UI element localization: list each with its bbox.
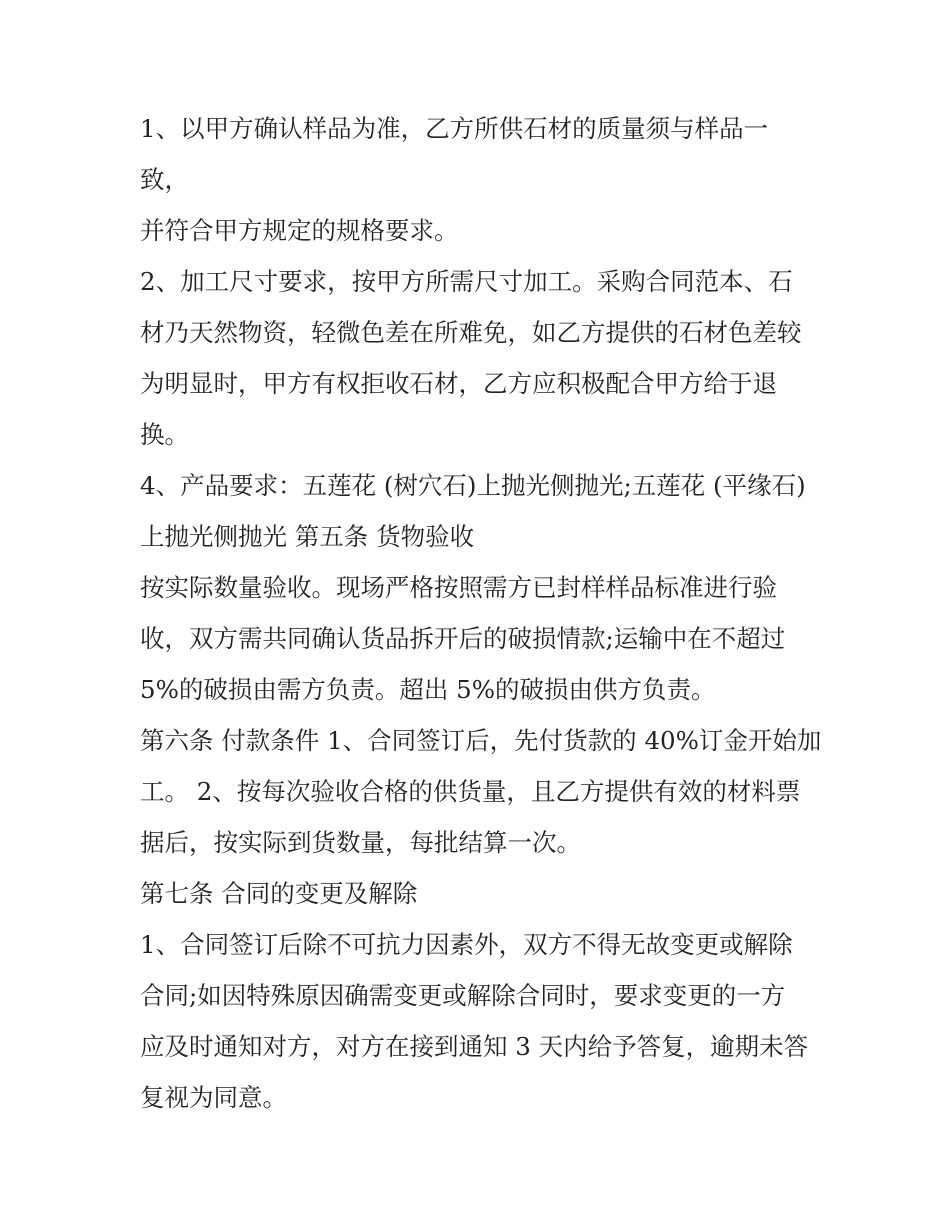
text-line: 4、产品要求：五莲花 (树穴石)上抛光侧抛光;五莲花 (平缘石) [140,471,806,500]
text-line: 2、加工尺寸要求，按甲方所需尺寸加工。采购合同范本、石 [140,267,793,296]
text-line: 第六条 付款条件 1、合同签订后，先付货款的 40%订金开始加 [140,726,822,755]
text-line: 为明显时，甲方有权拒收石材，乙方应积极配合甲方给于退 [140,369,777,398]
text-line: 应及时通知对方，对方在接到通知 3 天内给予答复，逾期未答 [140,1032,809,1061]
text-line: 1、以甲方确认样品为准，乙方所供石材的质量须与样品一 [140,114,769,143]
text-line: 上抛光侧抛光 第五条 货物验收 [140,522,475,551]
text-line: 1、合同签订后除不可抗力因素外，双方不得无故变更或解除 [140,930,793,959]
text-line: 按实际数量验收。现场严格按照需方已封样样品标准进行验 [140,573,777,602]
text-line: 合同;如因特殊原因确需变更或解除合同时，要求变更的一方 [140,981,786,1010]
text-line: 致， [140,165,189,194]
text-line: 5%的破损由需方负责。超出 5%的破损由供方负责。 [140,675,716,704]
text-line: 工。 2、按每次验收合格的供货量，且乙方提供有效的材料票 [140,777,801,806]
document-body [140,103,820,1123]
text-line: 据后，按实际到货数量，每批结算一次。 [140,828,581,857]
text-line: 换。 [140,420,189,449]
text-line: 材乃天然物资，轻微色差在所难免，如乙方提供的石材色差较 [140,318,802,347]
text-line: 并符合甲方规定的规格要求。 [140,216,459,245]
text-line: 收，双方需共同确认货品拆开后的破损情款;运输中在不超过 [140,624,786,653]
text-line: 第七条 合同的变更及解除 [140,879,418,908]
text-line: 复视为同意。 [140,1083,287,1112]
